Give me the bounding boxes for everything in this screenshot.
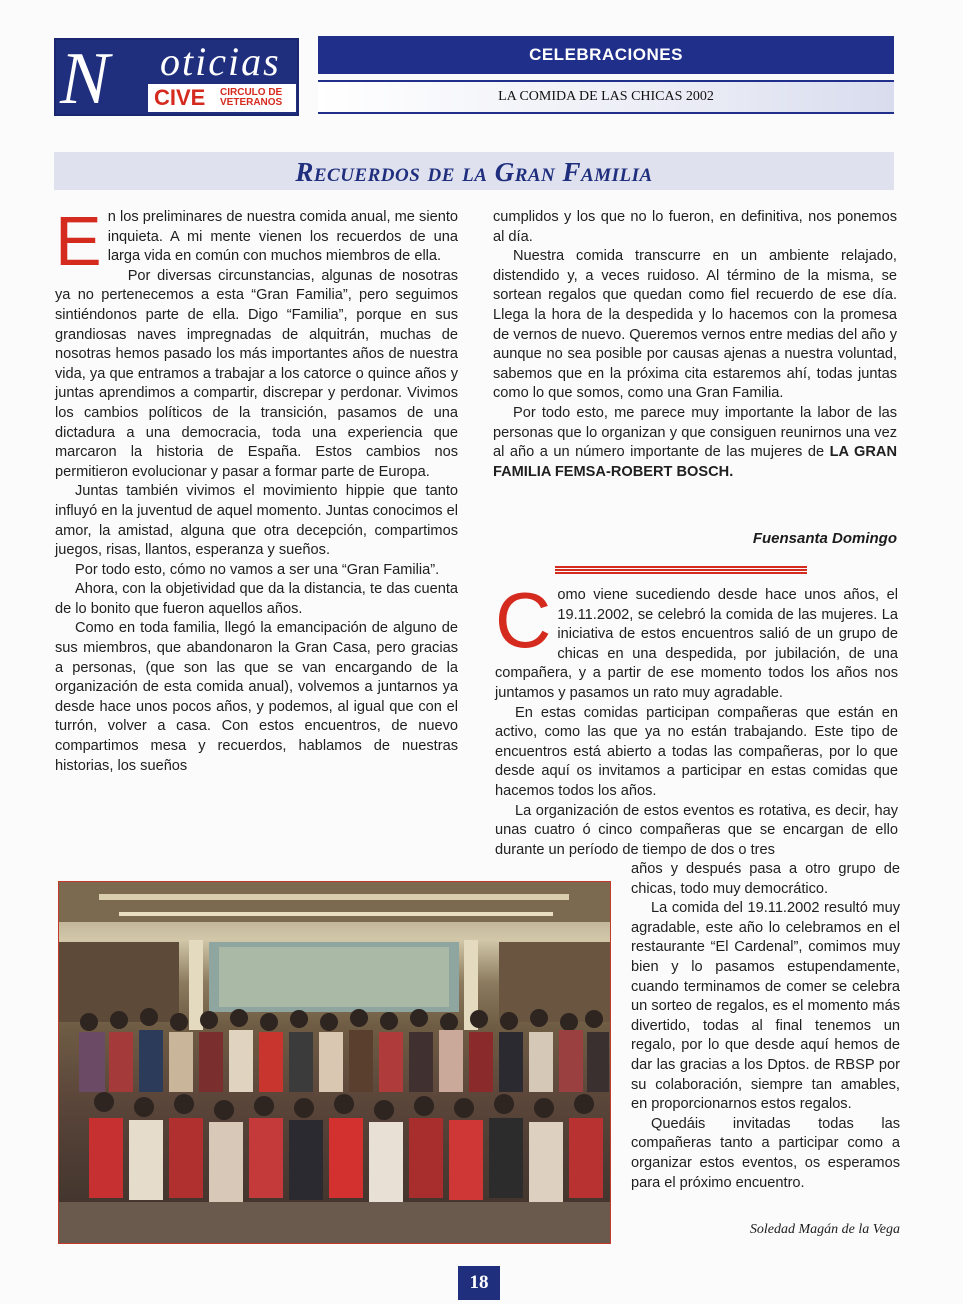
page-number: 18 (458, 1266, 500, 1300)
article1-paragraph: Como en toda familia, llegó la emancipación de alguno de sus miembros, que abandonaron la Gran Casa, pero gracias a personas, (que son las que se van encargando de la organización de esta comida anual), volvemos a juntarnos ya desde hace unos pocos años, y podemos, al igual que con el turrón, volver a casa. Con estos encuentros, de nuevo compartimos mesa y recuerdos, hablamos de nuestras historias, los sueños (55, 620, 458, 774)
article1-paragraph: Ahora, con la objetividad que da la distancia, te das cuenta de lo bonito que fueron aquellos años. (55, 581, 458, 617)
article1-paragraph: Por todo esto, cómo no vamos a ser una “Gran Familia”. (75, 561, 440, 578)
article1-author: Fuensanta Domingo (752, 530, 897, 547)
logo-sub-line-1: CIRCULO DE (220, 87, 283, 98)
logo-brand-panel (148, 84, 296, 112)
article2-paragraph: años y después pasa a otro grupo de chicas, todo muy democrático. (631, 861, 900, 897)
article-title-band (54, 152, 894, 190)
dropcap-e: E (55, 202, 102, 280)
group-photo-illustration (59, 882, 611, 1244)
article2-column (495, 576, 898, 860)
article2-paragraph: La organización de estos eventos es rotativa, es decir, hay unas cuatro ó cinco compañeras que se encargan de ello durante un período de tiempo de dos o tres (495, 802, 898, 858)
article2-paragraph: En estas comidas participan compañeras que están en activo, como las que ya no están trabajando. Este tipo de encuentros está abierto a todas las compañeras, por lo que desde aquí os invitamos a participar en estas comidas que hacemos todos los años. (495, 704, 898, 799)
logo-initial: N (60, 38, 110, 120)
section-subtitle: LA COMIDA DE LAS CHICAS 2002 (318, 80, 894, 114)
article1-paragraph: Nuestra comida transcurre en un ambiente relajado, distendido y, a veces ruidoso. Al término de la misma, se sortean regalos que quedan como fiel recuerdo de ese día. Llega la hora de la despedida y lo hacemos con la promesa de vernos de nuevo. Queremos vernos entre medias del año y aunque no sea posible por causas ajenas a nuestra voluntad, sabemos que en la próxima cita estaremos ahí, todas juntas como lo que somos, como una Gran Familia. (493, 248, 897, 402)
article1-paragraph: En los preliminares de nuestra comida anual, me siento inquieta. A mi mente vienen los recuerdos de una larga vida en común con muchos miembros de ella. (55, 202, 458, 280)
logo-sub-line-2: VETERANOS (220, 97, 283, 108)
article1-paragraph: Juntas también vivimos el movimiento hippie que tanto influyó en la juventud de aquel momento. Juntas conocimos el amor, la amistad, alguna que otra decepción, compartimos juegos, risas, llantos, esperanza y sueños. (55, 483, 458, 559)
section-header: CELEBRACIONES (318, 36, 894, 74)
article1-paragraph: cumplidos y los que no lo fueron, en definitiva, nos ponemos al día. (493, 209, 897, 245)
section-divider (555, 566, 807, 574)
article2-paragraph: La comida del 19.11.2002 resultó muy agradable, este año lo celebramos en el restaurante “El Cardenal”, comimos muy bien y lo pasamos estupendamente, cuando terminamos de comer se celebra un sorteo de regalos, es el momento más divertido, todas al final tenemos un regalo, por lo que desde aquí hemos de dar las gracias a los Dptos. de RBSP por su colaboración, siempre tan amables, en proporcionarnos estos regalos. (631, 900, 900, 1113)
article2-paragraph: Quedáis invitadas todas las compañeras tanto a participar como a organizar estos eventos, os esperamos para el próximo encuentro. (631, 1115, 900, 1191)
article1-paragraph: Por diversas circunstancias, algunas de nosotras ya no pertenecemos a esta “Gran Familia”, pero seguimos sintiéndonos parte de ella. Digo “Familia”, porque en sus grandiosas naves impregnadas de alquitrán, muchas de nosotras hemos pasado los más importantes años de nuestra vida, ya que entramos a trabajar a los catorce o quince años y juntas aprendimos a compartir, discrepar y perdonar. Vivimos los cambios políticos de la transición, pasamos de una dictadura a una democracia, toda una experiencia que marcaron la historia de España. Estos cambios nos permitieron evolucionar y pasar a formar parte de Europa. (55, 267, 458, 480)
article2-author: Soledad Magán de la Vega (749, 1222, 900, 1237)
article1-left-column (55, 202, 458, 776)
logo-brand: CIVE (154, 85, 206, 110)
logo-subtitle (220, 88, 282, 108)
article-title: Recuerdos de la Gran Familia (295, 157, 653, 187)
article1-paragraph: Por todo esto, me parece muy importante la labor de las personas que lo organizan y que consiguen reunirnos una vez al año a un número importante de las mujeres de LA GRAN FAMILIA FEMSA-ROBERT BOSCH. (493, 404, 897, 480)
bold-company-name: LA GRAN FAMILIA FEMSA-ROBERT BOSCH. (493, 444, 897, 480)
article1-right-column (493, 208, 897, 482)
article2-paragraph: Como viene sucediendo desde hace unos años, el 19.11.2002, se celebró la comida de las mujeres. La iniciativa de estos encuentros salió de un grupo de chicas en una despedida, por jubilación, de una compañera, y a partir de ese momento todos los años nos juntamos y pasamos un rato muy agradable. (495, 576, 898, 701)
group-photo (58, 881, 611, 1244)
dropcap-c: C (495, 576, 552, 664)
noticias-cive-logo (54, 38, 299, 120)
article2-narrow-column (631, 860, 900, 1193)
logo-word: oticias (160, 39, 281, 84)
